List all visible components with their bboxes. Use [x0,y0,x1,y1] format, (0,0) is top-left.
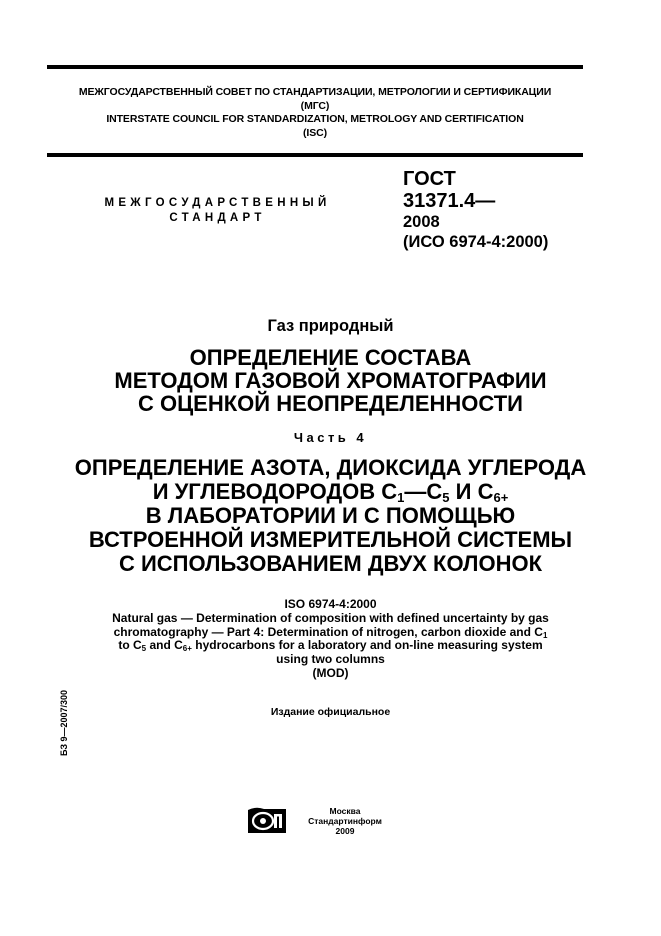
subscript: 5 [442,490,450,505]
subscript: 1 [397,490,405,505]
designation-iso-ref: (ИСО 6974-4:2000) [403,233,549,251]
publisher-imprint [290,806,400,836]
part-title-line: В ЛАБОРАТОРИИ И С ПОМОЩЬЮ [145,503,516,528]
standard-type [80,196,355,226]
part-title-line: ВСТРОЕННОЙ ИЗМЕРИТЕЛЬНОЙ СИСТЕМЫ [88,527,573,552]
subscript: 5 [141,644,147,654]
standard-designation [403,168,548,252]
council-header [47,86,583,140]
document-subject: Газ природный [267,317,394,335]
text-run: chromatography — Part 4: Determination of nitrogen, carbon dioxide and C [113,624,543,639]
main-title-line: ОПРЕДЕЛЕНИЕ СОСТАВА [189,345,472,370]
main-title-line: С ОЦЕНКОЙ НЕОПРЕДЕЛЕННОСТИ [138,391,523,416]
designation-number: 31371.4— [403,190,496,212]
part-title [0,456,661,576]
part-title-line: ОПРЕДЕЛЕНИЕ АЗОТА, ДИОКСИДА УГЛЕРОДА [74,455,587,480]
iso-number: ISO 6974-4:2000 [284,597,377,611]
council-name-en: INTERSTATE COUNCIL FOR STANDARDIZATION, METROLOGY AND CERTIFICATION [106,113,524,125]
iso-title-line [0,639,661,653]
top-rule [47,65,583,69]
main-title-line: МЕТОДОМ ГАЗОВОЙ ХРОМАТОГРАФИИ [114,368,547,393]
iso-title-line: using two columns [276,652,385,667]
standard-type-line2: СТАНДАРТ [169,212,266,224]
council-abbr-ru: (МГС) [300,99,330,112]
publisher-city: Москва [329,806,361,816]
designation-prefix: ГОСТ [403,168,456,190]
text-run: И УГЛЕВОДОРОДОВ С [152,479,398,504]
publisher-name: Стандартинформ [308,816,382,826]
text-run: —С [404,479,443,504]
part-title-line [0,480,661,504]
iso-title-line [0,626,661,640]
subscript: 6+ [182,644,192,654]
designation-year: 2008 [403,213,440,231]
council-name-ru: МЕЖГОСУДАРСТВЕННЫЙ СОВЕТ ПО СТАНДАРТИЗАЦИИ, МЕТРОЛОГИИ И СЕРТИФИКАЦИИ [78,86,552,98]
standard-type-line1: МЕЖГОСУДАРСТВЕННЫЙ [104,197,331,209]
iso-reference-block [0,598,661,681]
main-title [0,346,661,415]
bottom-rule [47,153,583,157]
iso-mod: (MOD) [312,665,349,680]
text-run: И С [449,479,494,504]
text-run: to C [118,638,142,653]
text-run: and C [146,638,183,653]
council-abbr-en: (ISC) [303,126,327,139]
standartinform-logo-icon [246,806,290,836]
part-label: Часть 4 [293,430,368,445]
official-edition-label: Издание официальное [270,706,391,718]
iso-title-line: Natural gas — Determination of composition with defined uncertainty by gas [112,610,549,625]
text-run: hydrocarbons for a laboratory and on-line measuring system [191,638,543,653]
subscript: 1 [542,630,548,640]
publisher-year: 2009 [335,826,355,836]
subscript: 6+ [493,490,509,505]
side-code: БЗ 9—2007/300 [59,689,69,757]
part-title-line: С ИСПОЛЬЗОВАНИЕМ ДВУХ КОЛОНОК [118,551,543,576]
